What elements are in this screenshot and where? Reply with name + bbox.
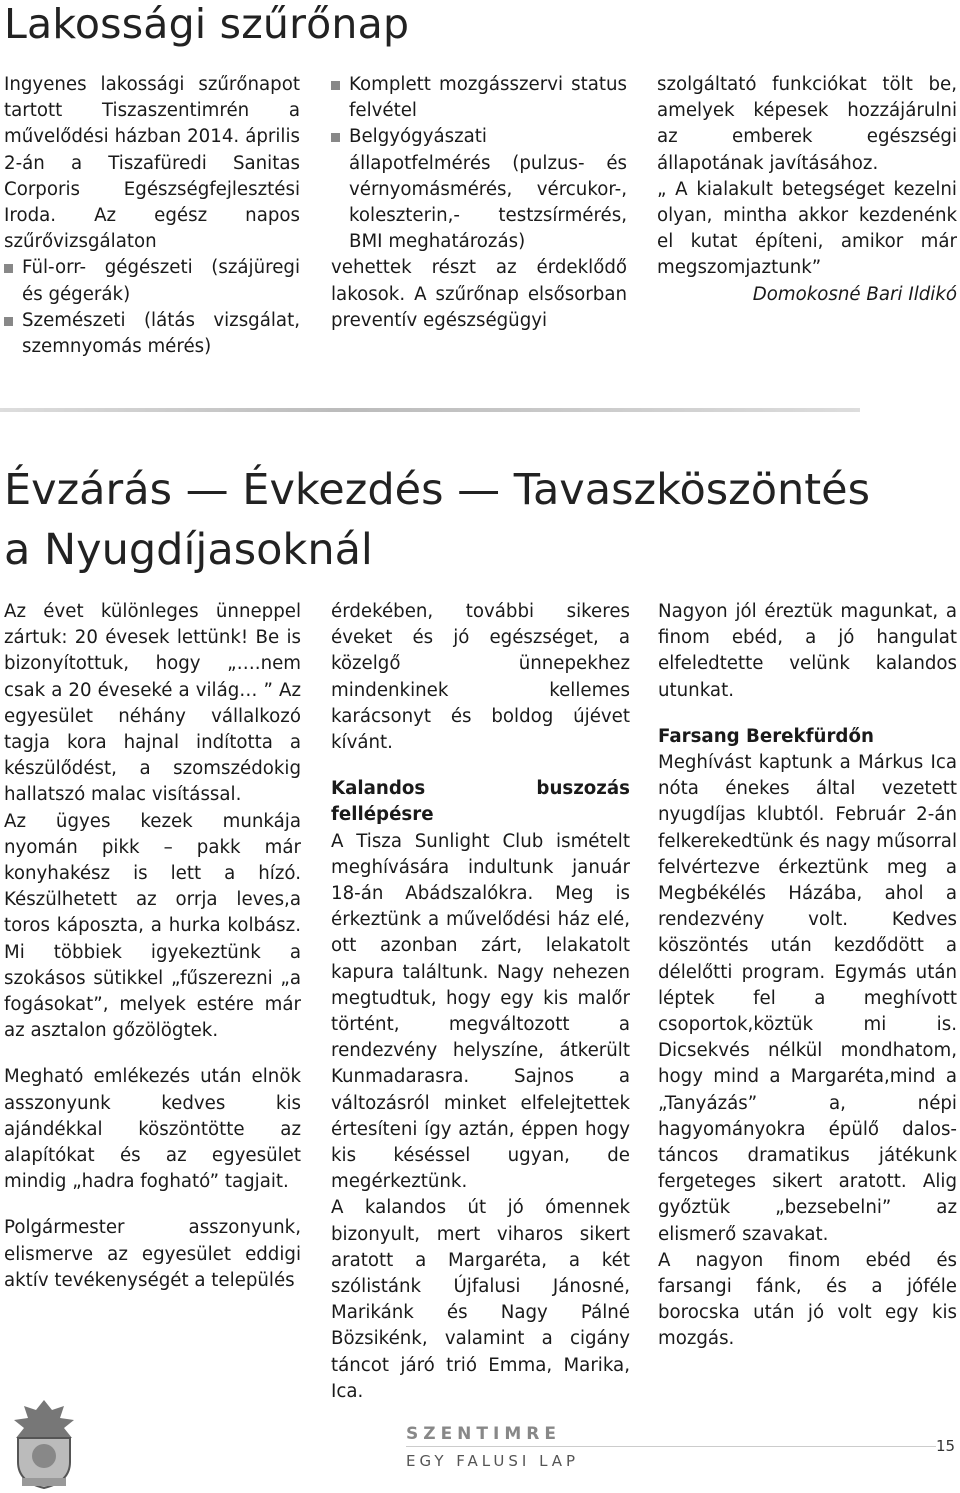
paragraph: Meghívást kaptunk a Márkus Ica nóta énekes által vezetett nyugdíjas klubtól. Február 2-án felkerekedtünk és nagy műsorral felvértezve érkeztünk meg a Megbékélés Házába, ahol a rendezvény volt. Kedves köszöntés után kezdődött a délelőtti program. Egymás után léptek fel a meghívott csoportok,köztük mi is. Dicsekvés nélkül mondhatom, hogy mind a Margaréta,mind a „Tanyázás” a, népi hagyományokra épülő dalos-táncos dramatikus játékunk fergeteges sikert aratott. Alig győztük „bezsebelni” az elismerő szavakat. [658, 752, 957, 1245]
paragraph: Polgármester asszonyunk, elismerve az egyesület eddigi aktív tevékenységét a település [4, 1217, 301, 1291]
article1-body: vehettek részt az érdeklődő lakosok. A szűrőnap elsősorban preventív egészségügyi [331, 257, 627, 331]
author-name: Domokosné Bari Ildikó [752, 283, 957, 305]
article2-title-line2: a Nyugdíjasoknál [4, 525, 373, 575]
paragraph: A kalandos út jó ómennek bizonyult, mert viharos sikert aratott a Margaréta, a két szólistánk Újfalusi Jánosné, Marikánk és Nagy Pálné Bözsikénk, valamint a cigány táncot járó trió Emma, Marika, Ica. [331, 1197, 630, 1402]
article2-column-3 [658, 599, 957, 1353]
publication-subtitle: EGY FALUSI LAP [406, 1452, 580, 1470]
paragraph: Az ügyes kezek munkája nyomán pikk – pakk már konyhakész is lett a hízó. Készülhetett az orrja leves,a toros káposzta, a hurka kolbász. Mi többiek igyekeztünk a szokásos sütikkel „fűszerezni „a fogásokat”, melyek estére már az asztalon gőzölögtek. [4, 810, 301, 1042]
paragraph: érdekében, további sikeres éveket és jó egészséget, a közelgő ünnepekhez mindenkinek kellemes karácsonyt és boldog újévet kívánt. [331, 601, 630, 754]
article1-body-cont: szolgáltató funkciókat tölt be, amelyek képesek hozzájárulni az emberek egészségi állapotának javításához. [657, 74, 957, 174]
list-item: Komplett mozgásszervi status felvétel [331, 72, 627, 124]
article-title: Lakossági szűrőnap [4, 0, 410, 48]
article2-title [4, 460, 870, 580]
article1-column-3 [657, 72, 957, 308]
publication-name: SZENTIMRE [406, 1424, 561, 1444]
list-item: Belgyógyászati állapotfelmérés (pulzus- és vérnyomásmérés, vércukor-, koleszterin,- testzsírmérés, BMI meghatározás) [331, 124, 627, 255]
article1-column-2 [331, 72, 627, 334]
list-item: Fül-orr- gégészeti (szájüregi és gégerák) [4, 255, 300, 307]
paragraph: Megható emlékezés után elnök asszonyunk kedves kis ajándékkal köszöntötte az alapítókat és az egyesület mindig „hadra fogható” tagjait. [4, 1066, 301, 1193]
footer-divider [406, 1446, 936, 1447]
article1-intro: Ingyenes lakossági szűrőnapot tartott Tiszaszentimrén a művelődési házban 2014. április 2-án a Tiszafüredi Sanitas Corporis Egészségfejlesztési Iroda. Az egész napos szűrővizsgálaton [4, 74, 300, 253]
subheading: Kalandos buszozás fellépésre [331, 778, 630, 826]
article1-column-1 [4, 72, 300, 360]
paragraph: Az évet különleges ünneppel zártuk: 20 évesek lettünk! Be is bizonyítottuk, hogy „….nem csak a 20 éveseké a világ… ” Az egyesület néhány vállalkozó tagja kora hajnal indította a készülődést, a szomszédokig hallatszó malac visítással. [4, 601, 301, 806]
article2-column-2 [331, 599, 630, 1405]
paragraph: A nagyon finom ebéd és farsangi fánk, és a jóféle borocska után jó volt egy kis mozgás. [658, 1249, 957, 1350]
article2-title-line1: Évzárás — Évkezdés — Tavaszköszöntés [4, 465, 871, 515]
paragraph: A Tisza Sunlight Club ismételt meghívására indultunk január 18-án Abádszalókra. Meg is érkeztünk a művelődési ház elé, ott azonban zárt, lelakatolt kapura találtunk. Nagy nehezen megtudtuk, hogy egy kis malőr történt, megváltozott a rendezvény helyszíne, átkerült Kunmadarasra. Sajnos a változásról minket elfelejtettek értesíteni így aztán, éppen hogy kis késéssel ugyan, de megérkeztünk. [331, 830, 630, 1193]
section-divider [0, 408, 860, 412]
list-item: Szemészeti (látás vizsgálat, szemnyomás mérés) [4, 308, 300, 360]
page-number: 15 [936, 1437, 956, 1455]
article2-column-1 [4, 599, 301, 1294]
paragraph: Nagyon jól éreztük magunkat, a finom ebéd, a jó hangulat elfeledtette velünk kalandos utunkat. [658, 601, 957, 701]
subheading: Farsang Berekfürdőn [658, 725, 874, 747]
coat-of-arms-logo [2, 1398, 86, 1490]
article1-quote: „ A kialakult betegséget kezelni olyan, mintha akkor kezdenénk el kutat építeni, amikor már megszomjaztunk” [657, 178, 957, 279]
